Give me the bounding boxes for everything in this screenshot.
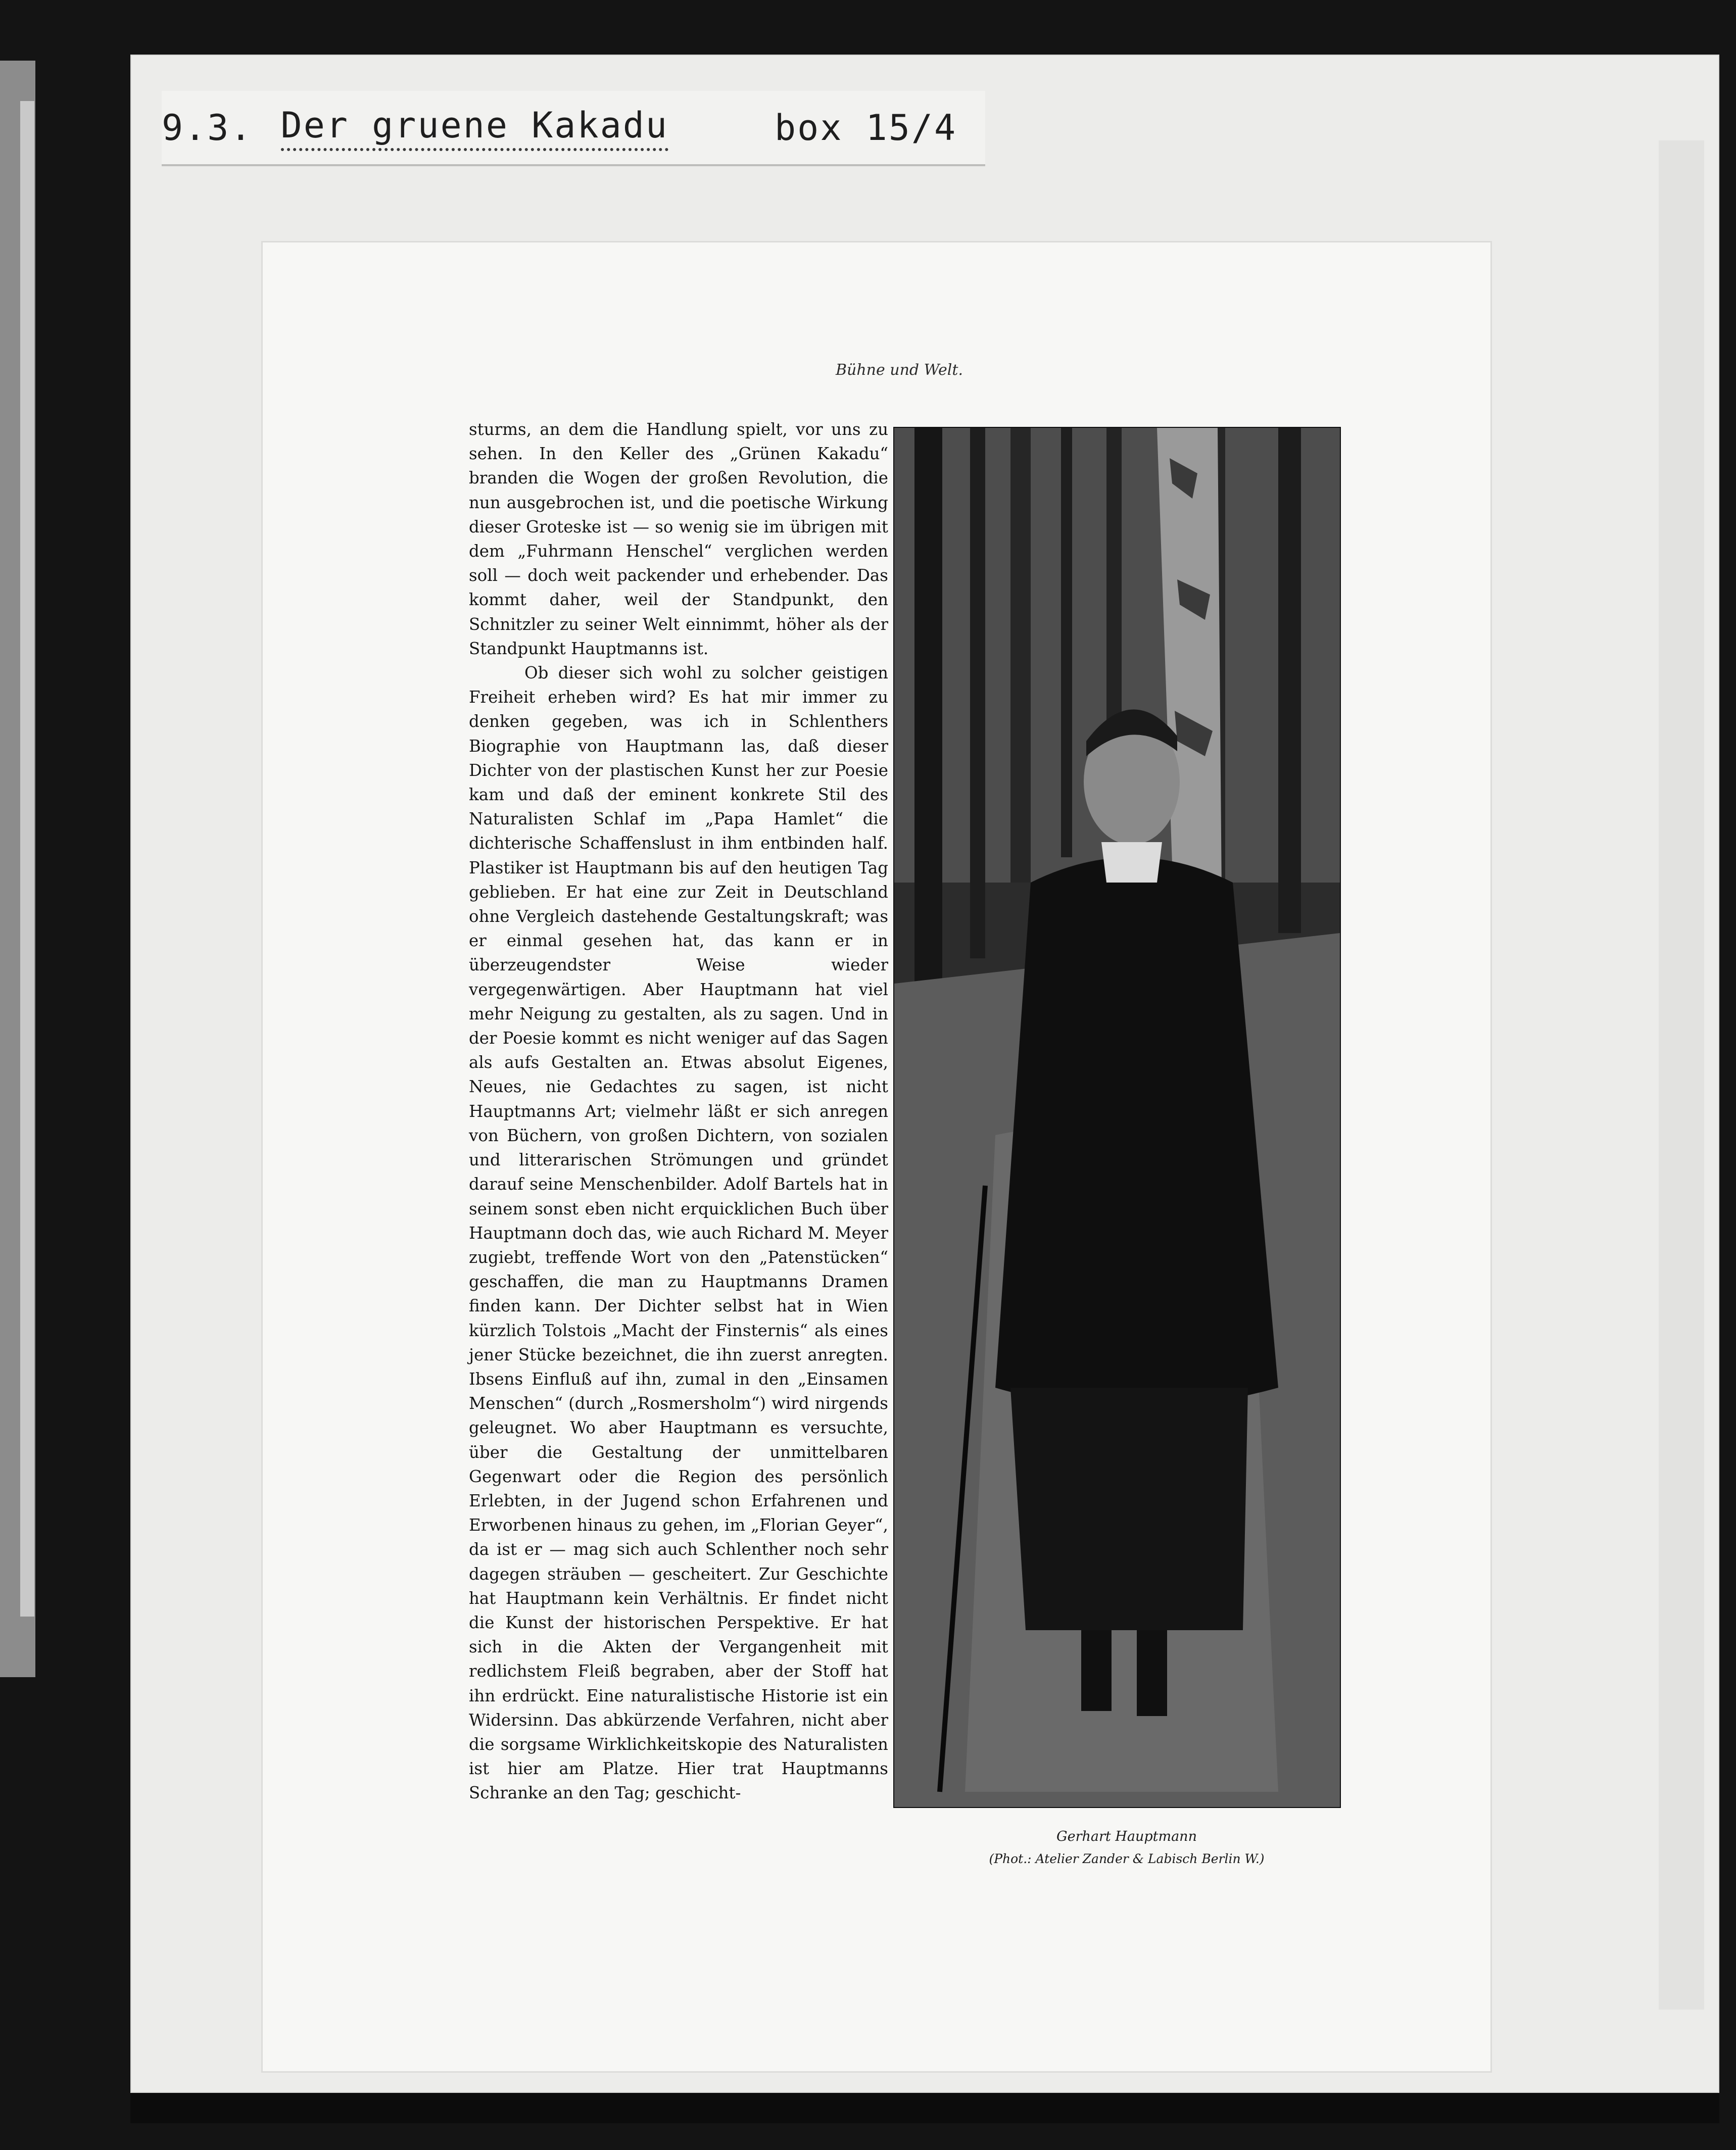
portrait-photograph: [893, 427, 1341, 1808]
article-text-column: [469, 417, 888, 1803]
running-head: Bühne und Welt.: [835, 361, 963, 379]
folder-number: 9.3.: [162, 107, 253, 149]
folder-box: box 15/4: [775, 107, 957, 149]
article-paragraph-1: sturms, an dem die Handlung spielt, vor uns zu sehen. In den Keller des „Grünen Kakadu“ branden die Wogen der großen Revolution, die nun ausgebrochen ist, und die poetische Wirkung dieser Groteske ist — so wenig sie im übrigen mit dem „Fuhrmann Henschel“ verglichen werden soll — doch weit packender und erhebender. Das kommt daher, weil der Standpunkt, den Schnitzler zu seiner Welt einnimmt, höher als der Standpunkt Hauptmanns ist.: [469, 420, 888, 658]
photo-credit: (Phot.: Atelier Zander & Labisch Berlin W.): [989, 1851, 1265, 1866]
card-bottom-edge: [130, 2093, 1719, 2123]
card-right-margin: [1659, 140, 1704, 2010]
folder-label: [162, 91, 985, 166]
adjacent-page-margin: [20, 101, 34, 1617]
photo-caption: Gerhart Hauptmann: [1056, 1829, 1197, 1844]
folder-title: Der gruene Kakadu: [281, 105, 668, 151]
portrait-photo-illustration: [894, 428, 1340, 1807]
article-paragraph-2: Ob dieser sich wohl zu solcher geistigen Freiheit erheben wird? Es hat mir immer zu denken gegeben, was ich in Schlenthers Biographie von Hauptmann las, daß dieser Dichter von der plastischen Kunst her zur Poesie kam und daß der eminent konkrete Stil des Naturalisten Schlaf im „Papa Hamlet“ die dichterische Schaffenslust in ihm entbinden half. Plastiker ist Hauptmann bis auf den heutigen Tag geblieben. Er hat eine zur Zeit in Deutschland ohne Vergleich dastehende Gestaltungskraft; was er einmal gesehen hat, das kann er in überzeugendster Weise wieder vergegenwärtigen. Aber Hauptmann hat viel mehr Neigung zu gestalten, als zu sagen. Und in der Poesie kommt es nicht weniger auf das Sagen als aufs Gestalten an. Etwas absolut Eigenes, Neues, nie Gedachtes zu sagen, ist nicht Hauptmanns Art; vielmehr läßt er sich anregen von Büchern, von großen Dichtern, von sozialen und litterarischen Strömungen und gründet darauf seine Menschenbilder. Adolf Bartels hat in seinem sonst eben nicht erquicklichen Buch über Hauptmann doch das, wie auch Richard M. Meyer zugiebt, treffende Wort von den „Patenstücken“ geschaffen, die man zu Hauptmanns Dramen finden kann. Der Dichter selbst hat in Wien kürzlich Tolstois „Macht der Finsternis“ als eines jener Stücke bezeichnet, die ihn zuerst anregten. Ibsens Einfluß auf ihn, zumal in den „Einsamen Menschen“ (durch „Rosmersholm“) wird nirgends geleugnet. Wo aber Hauptmann es versuchte, über die Gestaltung der unmittelbaren Gegenwart oder die Region des persönlich Erlebten, in der Jugend schon Erfahrenen und Erworbenen hinaus zu gehen, im „Florian Geyer“, da ist er — mag sich auch Schlenther noch sehr dagegen sträuben — gescheitert. Zur Geschichte hat Hauptmann kein Verhältnis. Er findet nicht die Kunst der historischen Perspektive. Er hat sich in die Akten der Vergangenheit mit redlichstem Fleiß begraben, aber der Stoff hat ihn erdrückt. Eine naturalistische Historie ist ein Widersinn. Das abkürzende Verfahren, nicht aber die sorgsame Wirklichkeitskopie des Naturalisten ist hier am Platze. Hier trat Hauptmanns Schranke an den Tag; geschicht-: [469, 663, 888, 1803]
